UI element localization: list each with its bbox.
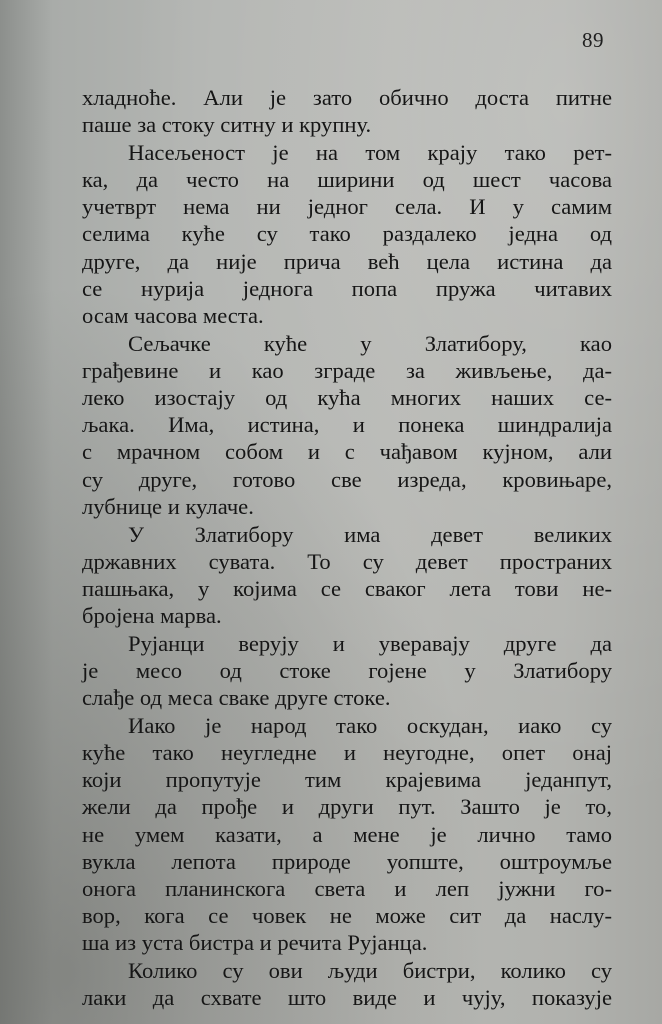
text-line: селима куће су тако раздалеко једна од [82, 221, 612, 247]
paragraph [82, 521, 612, 630]
text-line: је месо од стоке гојене у Златибору [82, 657, 612, 683]
text-line: ка, да често на ширини од шест часова [82, 167, 612, 193]
paragraph [82, 712, 612, 957]
text-line: хладноће. Али је зато обично доста питне [82, 85, 612, 110]
text-line: паше за стоку ситну и крупну. [82, 112, 372, 138]
text-line: учетврт нема ни једног села. И у самим [82, 194, 612, 220]
text-line: онога планинскога света и леп јужни го- [82, 875, 612, 901]
text-line: жели да прође и други пут. Зашто је то, [82, 794, 612, 820]
text-line: Иако је народ тако оскудан, иако су [128, 712, 612, 738]
text-line: с мрачном собом и с чађавом кујном, али [82, 439, 612, 465]
text-line: друге, да није прича већ цела истина да [82, 248, 612, 274]
body-text [82, 84, 612, 1012]
paragraph [82, 330, 612, 520]
text-line: лаки да схвате што виде и чују, показује [82, 985, 612, 1011]
page-number: 89 [582, 28, 604, 52]
text-line: пашњака, у којима се сваког лета тови не- [82, 575, 612, 601]
text-line: осам часова места. [82, 303, 264, 328]
paragraph [82, 84, 612, 138]
text-line: Насељеност је на том крају тако рет- [128, 139, 612, 165]
text-line: љака. Има, истина, и понека шиндралија [82, 412, 612, 438]
text-line: се нурија једнога попа пружа читавих [82, 275, 612, 301]
text-line: вор, кога се човек не може сит да наслу- [82, 903, 612, 929]
text-line: Рујанци верују и уверавају друге да [128, 630, 612, 656]
text-line: не умем казати, а мене је лично тамо [82, 821, 612, 847]
text-line: су друге, готово све изреда, кровињаре, [82, 466, 612, 492]
paragraph [82, 630, 612, 712]
text-line: који пропутује тим крајевима једанпут, [82, 767, 612, 793]
text-line: ша из уста бистра и речита Рујанца. [82, 930, 428, 956]
paragraph [82, 139, 612, 329]
text-line: бројена марва. [82, 603, 222, 629]
text-line: лубнице и кулаче. [82, 493, 254, 519]
text-line: У Златибору има девет великих [128, 521, 612, 547]
text-line: слађе од меса сваке друге стоке. [82, 685, 391, 711]
paragraph [82, 957, 612, 1011]
text-line: вукла лепота природе уопште, оштроумље [82, 848, 612, 874]
text-line: Колико су ови људи бистри, колико су [128, 958, 612, 983]
text-line: државних сувата. То су девет пространих [82, 548, 612, 574]
text-line: грађевине и као зграде за живљење, да- [82, 357, 612, 383]
text-line: куће тако неугледне и неугодне, опет онај [82, 740, 612, 765]
text-line: леко изостају од кућа многих наших се- [82, 385, 612, 411]
text-line: Сељачке куће у Златибору, као [128, 330, 612, 356]
